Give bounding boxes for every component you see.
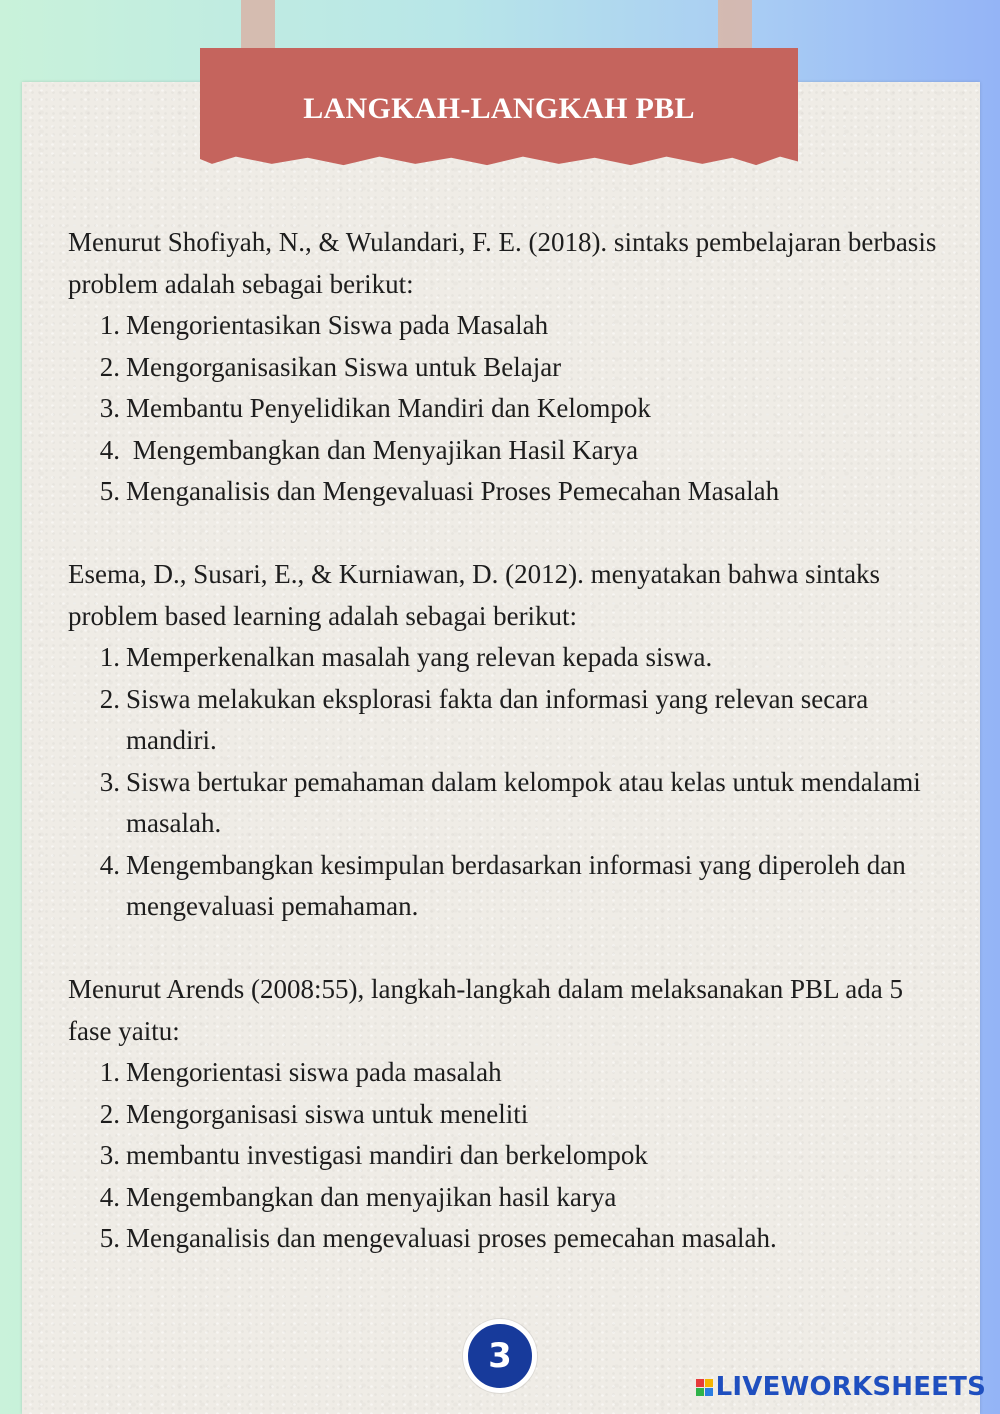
brand-name: LIVEWORKSHEETS — [715, 1372, 986, 1402]
section1-intro: Menurut Shofiyah, N., & Wulandari, F. E. (2018). sintaks pembelajaran berbasis problem adalah sebagai berikut: — [68, 227, 937, 299]
section3-list — [68, 1052, 938, 1260]
list-item: 1. Mengorientasi siswa pada masalah — [99, 1057, 502, 1087]
list-item: 1. Mengorientasikan Siswa pada Masalah — [99, 310, 549, 340]
liveworksheets-logo[interactable] — [696, 1372, 986, 1402]
section1-list — [68, 305, 938, 513]
main-content — [68, 222, 938, 1260]
page-number-badge: 3 — [463, 1319, 537, 1393]
list-item: 2. Mengorganisasi siswa untuk meneliti — [99, 1098, 529, 1129]
section2-list — [68, 637, 938, 928]
page-title: LANGKAH-LANGKAH PBL — [303, 92, 695, 125]
list-item: 3. Siswa bertukar pemahaman dalam kelompok atau kelas untuk mendalami masalah. — [99, 766, 921, 838]
list-item: 3. Membantu Penyelidikan Mandiri dan Kelompok — [99, 393, 651, 423]
section3-intro: Menurut Arends (2008:55), langkah-langkah dalam melaksanakan PBL ada 5 fase yaitu: — [68, 974, 904, 1046]
list-item: 5. Menganalisis dan mengevaluasi proses pemecahan masalah. — [99, 1223, 777, 1253]
section2-intro: Esema, D., Susari, E., & Kurniawan, D. (2012). menyatakan bahwa sintaks problem based learning adalah sebagai berikut: — [68, 559, 881, 631]
list-item: 1. Memperkenalkan masalah yang relevan kepada siswa. — [99, 642, 713, 672]
list-item: 4. Mengembangkan dan menyajikan hasil karya — [99, 1181, 617, 1212]
list-item: 3. membantu investigasi mandiri dan berkelompok — [99, 1140, 648, 1170]
list-item: 5. Menganalisis dan Mengevaluasi Proses Pemecahan Masalah — [99, 476, 780, 506]
list-item: 4. Mengembangkan dan Menyajikan Hasil Karya — [99, 434, 639, 465]
list-item: 2. Mengorganisasikan Siswa untuk Belajar — [99, 351, 562, 382]
list-item: 2. Siswa melakukan eksplorasi fakta dan informasi yang relevan secara mandiri. — [99, 683, 869, 755]
list-item: 4. Mengembangkan kesimpulan berdasarkan informasi yang diperoleh dan mengevaluasi pemahaman. — [99, 849, 906, 921]
liveworksheets-icon — [696, 1379, 713, 1396]
